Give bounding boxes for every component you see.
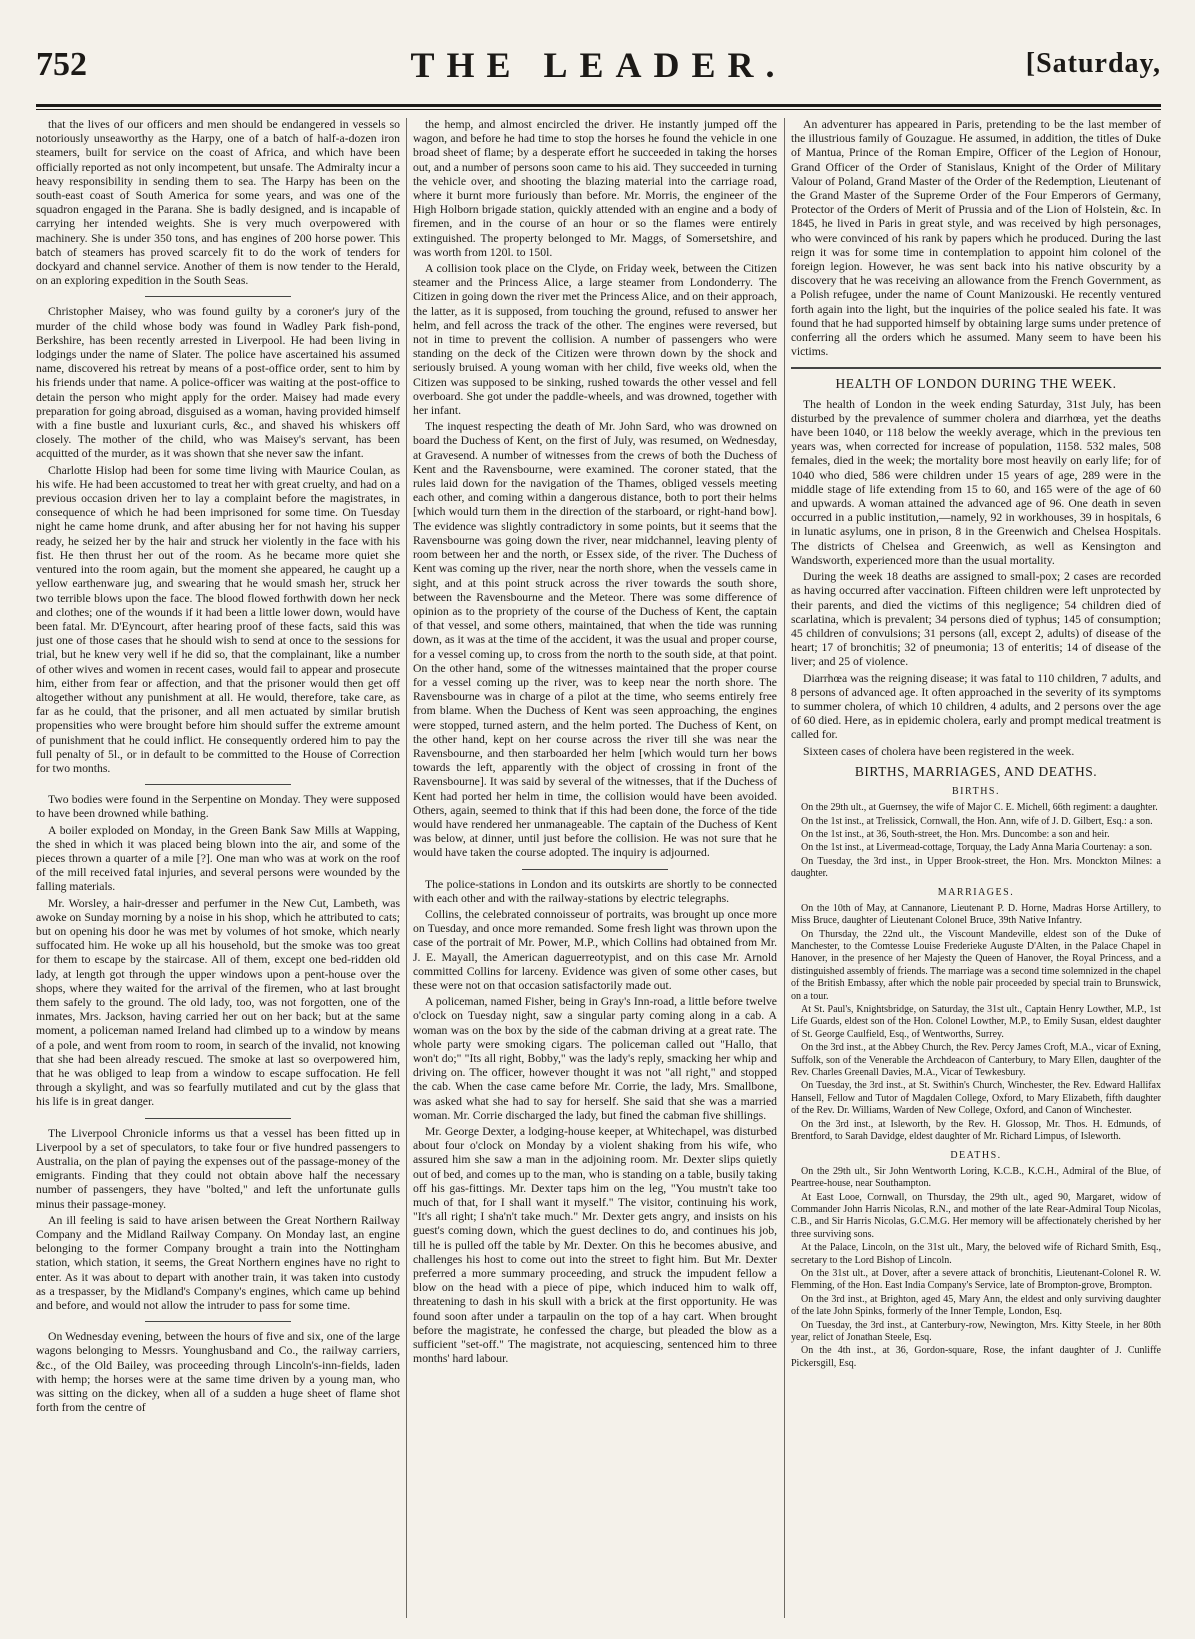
death-notice: On the 3rd inst., at Brighton, aged 45, Mary Ann, the eldest and only surviving daughter of the late John Spinks, formerly of the Inner Temple, London, Esq. [791, 1293, 1161, 1318]
section-rule [791, 367, 1161, 369]
page-number: 752 [36, 46, 87, 83]
death-notice: At East Looe, Cornwall, on Thursday, the 29th ult., aged 90, Margaret, widow of Commander John Harris Nicolas, R.N., and mother of the late Rear-Admiral Toup Nicolas, C.B., and Sir Harris Nicolas, G.C.M.G. Her memory will be affectionately cherished by her three surviving sons. [791, 1191, 1161, 1240]
article-paragraph: the hemp, and almost encircled the driver. He instantly jumped off the wagon, and before he had time to stop the horses he found the vehicle in one broad sheet of flame; by a desperate effort he succeeded in taking the horses out, and a number of persons soon came to his aid. They succeeded in turning the vehicle over, and shooting the blazing material into the carriage road, where it burnt more furiously than before. Mr. Morris, the engineer of the High Holborn brigade station, quickly attended with an engine and a body of firemen, and in the course of an hour or so the flames were entirely extinguished. The property belonged to Mr. Maggs, of Somersetshire, and was worth from 120l. to 150l. [413, 118, 777, 259]
column-right [791, 118, 1161, 1618]
article-paragraph: On Wednesday evening, between the hours of five and six, one of the large wagons belonging to Messrs. Younghusband and Co., the railway carriers, &c., of the Old Bailey, was proceeding through Lincoln's-inn-fields, laden with hemp; the horses were at the same time driven by a young man, who was sitting on the dickey, when all of a sudden a huge sheet of flame shot forth from the centre of [36, 1330, 400, 1415]
article-paragraph: The Liverpool Chronicle informs us that a vessel has been fitted up in Liverpool by a set of speculators, to take four or five hundred passengers to Australia, on the plan of paying the expenses out of the passage-money of the emigrants. Finding that they could not obtain above half the necessary number of passengers, they have "bolted," and left the unfortunate gulls minus their passage-money. [36, 1126, 400, 1211]
separator [145, 784, 291, 785]
article-paragraph: The inquest respecting the death of Mr. John Sard, who was drowned on board the Duchess of Kent, on the first of July, was resumed, on Wednesday, at Gravesend. A number of witnesses from the crews of both the Duchess of Kent and the Ravensbourne, were examined. The coroner stated, that the rules laid down for the navigation of the Thames, obliged vessels meeting each other, and coming within a dangerous distance, both to port their helms [which would turn them in the direction of the starboard, or right-hand bow]. The evidence was slightly contradictory in some points, but it seems that the Ravensbourne was going down the river, near midchannel, leaving plenty of room between her and the north, or Essex side, of the river. The Duchess of Kent was coming up the river, near the north shore, when the vessels came in sight, and at this point struck across the river towards the south shore, between the Ravensbourne and the Meteor. There was some difference of opinion as to the propriety of the course of the Duchess of Kent, the captain of that vessel, and some others, maintained, that when the tide was running down, as it was at the time of the accident, it was the usual and proper course, for a vessel coming up, to cross from the north to the south side, at that point. On the other hand, some of the witnesses maintained that the proper course for a vessel coming up the river, was to keep near the north shore. The Ravensbourne was in charge of a pilot at the time, who seems entirely free from blame. When the Duchess of Kent was seen approaching, the engines were stopped, turned astern, and the helm ported. The Duchess of Kent, on the other hand, kept on her course across the river till she was near the Ravensbourne, and then starboarded her helm [which would turn her bows towards the left, apparently with the object of crossing in front of the Ravensbourne]. It was said by several of the witnesses, that if the Duchess of Kent had ported her helm in time, the collision would have been avoided. Others, again, seemed to think that if this had been done, the force of the tide would have rendered her unmanageable. The captain of the Duchess of Kent was below, at dinner, until just before the collision. He was not sure that he would have taken the course adopted. The inquiry is adjourned. [413, 420, 777, 860]
page-header [36, 40, 1161, 96]
death-notice: On the 29th ult., Sir John Wentworth Loring, K.C.B., K.C.H., Admiral of the Blue, of Peartree-house, near Southampton. [791, 1165, 1161, 1190]
separator [145, 1321, 291, 1322]
deaths-heading: DEATHS. [950, 1149, 1002, 1161]
date-label: [Saturday, [1025, 48, 1161, 79]
death-notice: On the 31st ult., at Dover, after a severe attack of bronchitis, Lieutenant-Colonel R. W. Flemming, of the Hon. East India Company's Service, late of Brompton-grove, Brompton. [791, 1267, 1161, 1292]
article-paragraph: During the week 18 deaths are assigned to small-pox; 2 cases are recorded as having occurred after vaccination. Fifteen children were left unprotected by their parents, and died the victims of this negligence; 54 children died of scarlatina, which is prevalent; 34 persons died of typhus; 145 of consumption; 45 children of convulsions; 31 persons (all, except 2, adults) of disease of the heart; 17 of bronchitis; 32 of pneumonia; 13 of enteritis; 14 of disease of the liver; and 25 of violence. [791, 570, 1161, 669]
births-marriages-deaths-heading: BIRTHS, MARRIAGES, AND DEATHS. [854, 763, 1098, 779]
article-paragraph: A collision took place on the Clyde, on Friday week, between the Citizen steamer and the Princess Alice, a large steamer from Londonderry. The Citizen in going down the river met the Princess Alice, and on their approach, the latter, as it is supposed, from touching the ground, refused to answer her helm, and fell across the track of the other. The engines were reversed, but not in time to prevent the collision. A number of passengers who were standing on the deck of the Citizen were thrown down by the shock and seriously bruised. A young woman with her child, five weeks old, when the Citizen was supposed to be sinking, rushed towards the other vessel and fell overboard. She got under the paddle-wheels, and was drowned, together with her infant. [413, 262, 777, 418]
marriage-notice: On Tuesday, the 3rd inst., at St. Swithin's Church, Winchester, the Rev. Edward Hallifax Hansell, Fellow and Tutor of Magdalen College, Oxford, to Mary Elizabeth, fifth daughter of the Rev. Dr. Williams, Warden of New College, Oxford, and Canon of Winchester. [791, 1080, 1161, 1117]
marriage-notice: On the 3rd inst., at Isleworth, by the Rev. H. Glossop, Mr. Thos. H. Edmunds, of Brentford, to Sarah Davidge, eldest daughter of Mr. Richard Limpus, of Isleworth. [791, 1118, 1161, 1143]
birth-notice: On the 1st inst., at Livermead-cottage, Torquay, the Lady Anna Maria Courtenay: a son. [801, 842, 1153, 854]
marriage-notice: On the 10th of May, at Cannanore, Lieutenant P. D. Horne, Madras Horse Artillery, to Miss Bruce, daughter of Lieutenant Colonel Bruce, 39th Native Infantry. [791, 902, 1161, 927]
birth-notice: On Tuesday, the 3rd inst., in Upper Brook-street, the Hon. Mrs. Monckton Milnes: a daughter. [791, 855, 1161, 880]
article-paragraph: An adventurer has appeared in Paris, pretending to be the last member of the illustrious family of Gouzague. He assumed, in addition, the titles of Duke of Mantua, Prince of the Roman Empire, Officer of the Legion of Honour, Grand Officer of the Order of Stanislaus, Knight of the Order of Military Valour of Poland, Grand Master of the Order of the Redemption, Lieutenant of the Grand Master of the Supreme Order of the Four Emperors of Germany, Protector of the Orders of Merit of Prussia and of the Lion of Holstein, &c. In 1845, he lived in Paris in great style, and was received by high personages, who were convinced of his rank by papers which he produced. During the last reign it was for some time in contemplation to appoint him colonel of the foreign legion. However, he was sent back into his native obscurity by a discovery that he was receiving an allowance from the French Government, as a Polish refugee, under the name of Count Manizouski. He recently ventured forth again into the light, but the inquiries of the police sealed his fate. It was found that he had supported himself by obtaining large sums under pretence of conferring all the orders which he assumed. Many seem to have been his victims. [791, 118, 1161, 359]
article-paragraph: An ill feeling is said to have arisen between the Great Northern Railway Company and the Midland Railway Company. On Monday last, an engine belonging to the former Company brought a train into the Nottingham station, which station, it seems, the Great Northern engines have no right to enter. As it was about to depart with another train, it was taken into custody as a trespasser, by the Midland's Company's engines, which came up behind and before, and would not allow the intruder to pass for some time. [36, 1213, 400, 1313]
article-paragraph: Mr. Worsley, a hair-dresser and perfumer in the New Cut, Lambeth, was awoke on Sunday morning by a noise in his shop, which he attributed to cats; but on opening his door he was met by volumes of hot smoke, which nearly suffocated him. He woke up all his household, but the smoke was too great for them to escape by the staircase. All of them, except one bed-ridden old lady, at length got through the upper windows upon a pent-house over the shops, where they waited for the arrival of the firemen, who at last brought them safely to the ground. The old lady, too, was not forgotten, one of the inmates, Mrs. Jackson, having carried her out on her back; but at the same moment, a policeman named Ireland had climbed up to a window by means of a pole, and went from room to room, in search of the invalid, not knowing that she had been already rescued. The smoke at last so overpowered him, that he was obliged to leap from a window to escape suffocation. He fell through a skylight, and was so fearfully mutilated and cut by the glass that his life is in great danger. [36, 896, 400, 1109]
article-paragraph: Christopher Maisey, who was found guilty by a coroner's jury of the murder of the child whose body was found in Wadley Park fish-pond, Berkshire, has been recently arrested in Liverpool. He had been living in lodgings under the name of Slater. The police have ascertained his assumed name, discovered his retreat by means of a post-office order, sent to him by his friends under that name. A police-officer was waiting at the post-office to detain the person who might apply for the order. Maisey had made every preparation for going abroad, disguised as a woman, having provided himself with a fine bustle and luxuriant curls, &c., and shaved his whiskers off closely. The mother of the child, who was Maisey's servant, has been acquitted of the murder, as it was shown that she never saw the infant. [36, 305, 400, 461]
article-paragraph: that the lives of our officers and men should be endangered in vessels so notoriously unseaworthy as the Harpy, one of a batch of half-a-dozen iron steamers, built for service on the coast of Africa, and which have been officially reported as not only incompetent, but unsafe. The Admiralty incur a heavy responsibility in sending them to sea. The Harpy has been on the south-east coast of South America for some years, and was one of the squadron engaged in the Parana. She is badly designed, and is incapable of carrying her intended weights. She is very much overpowered with machinery. She is under 350 tons, and has engines of 200 horse power. This batch of steamers has proved scarcely fit to do the work of tenders for dockyard and channel service. Another of them is now tender to the Herald, on an exploring expedition in the South Seas. [36, 118, 400, 288]
article-paragraph: Mr. George Dexter, a lodging-house keeper, at Whitechapel, was disturbed about four o'clock on Monday by a violent shaking from his wife, who assured him she saw a man in the adjoining room. Mr. Dexter slips quietly out of bed, and comes up to the man, who is standing on a table, busily taking off his gas-fittings. Mr. Dexter taps him on the leg, "You mustn't take too much of that, for I shall want it myself." The visitor, continuing his work, "It's all right; I sha'n't take much." Mr. Dexter gets angry, and insists on his guest's coming down, which the guest declines to do, and continues his job, till he is pulled off the table by Mr. Dexter. On this he becomes abusive, and challenges his host to come out into the street to fight him. But Mr. Dexter preferred a more summary proceeding, and struck the impudent fellow a blow on the head with a piece of pipe, which induced him to walk off, threatening to dash in his skull with a brick at the first opportunity. He was found soon after under a tarpaulin on the top of a hay cart. When brought before the magistrate, he confessed the charge, but pleaded the blow as a sufficient "set-off." The magistrate, not acquiescing, sentenced him to three months' hard labour. [413, 1125, 777, 1366]
marriages-heading: MARRIAGES. [937, 886, 1015, 898]
article-paragraph: Diarrhœa was the reigning disease; it was fatal to 110 children, 7 adults, and 8 persons of advanced age. It often approached in the severity of its symptoms to summer cholera, of which 10 children, 4 adults, and 2 persons over the age of 60 died. Here, as in epidemic cholera, early and prompt medical treatment is called for. [791, 671, 1161, 742]
births-heading: BIRTHS. [952, 785, 1000, 797]
column-middle [413, 118, 777, 1618]
article-paragraph: A boiler exploded on Monday, in the Green Bank Saw Mills at Wapping, the shed in which it was placed being blown into the air, and some of the pieces thrown a quarter of a mile [?]. One man who was at work on the roof of the mill received fatal injuries, and several persons were wounded by the falling materials. [36, 823, 400, 894]
column-divider [784, 118, 785, 1618]
column-divider [406, 118, 407, 1618]
article-paragraph: The health of London in the week ending Saturday, 31st July, has been disturbed by the prevalence of summer cholera and diarrhœa, yet the deaths have been 1040, or 118 below the weekly average, which in the previous ten years was, when corrected for increase of population, 1158. 532 males, 508 females, died in the week; the mortality bore most heavily on early life; for of 1040 who died, 586 were children under 15 years of age, 289 were in the middle stage of life extending from 15 to 60, and 165 were of the age of 60 and upwards. A woman attained the advanced age of 96. One death in seven occurred in a public institution,—namely, 92 in workhouses, 39 in hospitals, 6 in lunatic asylums, one in prison, 8 in the Greenwich and Chelsea Hospitals. The districts of Chelsea and Greenwich, as well as Kensington and Wandsworth, experienced more than the usual mortality. [791, 397, 1161, 567]
death-notice: On Tuesday, the 3rd inst., at Canterbury-row, Newington, Mrs. Kitty Steele, in her 80th year, relict of Jonathan Steele, Esq. [791, 1319, 1161, 1343]
birth-notice: On the 1st inst., at 36, South-street, the Hon. Mrs. Duncombe: a son and heir. [801, 828, 1110, 840]
separator [522, 869, 668, 870]
article-paragraph: A policeman, named Fisher, being in Gray's Inn-road, a little before twelve o'clock on Tuesday night, saw a singular party coming along in a cab. A woman was on the box by the side of the cabman driving at a great rate. The whole party were smoking cigars. The policeman called out "Hallo, that won't do;" "Its all right, Bobby," was the lady's reply, smacking her whip and driving on. The officer, however thought it was not "all right," and stopped the cab. When the case came before Mr. Corrie, the lady, Mrs. Smallbone, was asked what she had to say for herself. She said that she was a married woman. Mr. Corrie discharged the lady, but fined the cabman five shillings. [413, 995, 777, 1122]
death-notice: On the 4th inst., at 36, Gordon-square, Rose, the infant daughter of J. Cunliffe Pickersgill, Esq. [791, 1345, 1161, 1369]
marriage-notice: At St. Paul's, Knightsbridge, on Saturday, the 31st ult., Captain Henry Lowther, M.P., 1st Life Guards, eldest son of the Hon. Colonel Lowther, M.P., to Emily Susan, eldest daughter of St. George Caulfield, Esq., of Wentworths, Surrey. [791, 1004, 1161, 1040]
header-rule-thin [36, 109, 1161, 110]
separator [145, 1118, 291, 1119]
marriage-notice: On Thursday, the 22nd ult., the Viscount Mandeville, eldest son of the Duke of Manchester, to the Comtesse Louise Frederieke Auguste D'Alten, in the Palace Chapel in Hanover, in the presence of her Majesty the Queen of Hanover, the Royal Princess, and a distinguished assembly of friends. The marriage was a second time solemnized in the chapel of the British Embassy, after which the noble pair proceeded by special train to Brunswick, on a tour. [791, 928, 1161, 1002]
death-notice: At the Palace, Lincoln, on the 31st ult., Mary, the beloved wife of Richard Smith, Esq., secretary to the Lord Bishop of Lincoln. [791, 1242, 1161, 1266]
article-paragraph: Collins, the celebrated connoisseur of portraits, was brought up once more on Tuesday, and once more remanded. Some fresh light was thrown upon the case of the portrait of Mr. Power, M.P., which Collins had obtained from Mr. J. E. Mayall, the American daguerreotypist, and on this case Mr. Arnold committed Collins for larceny. Evidence was given of some other cases, but these were not on that occasion satisfactorily made out. [413, 907, 777, 992]
marriage-notice: On the 3rd inst., at the Abbey Church, the Rev. Percy James Croft, M.A., vicar of Exning, Suffolk, son of the Venerable the Archdeacon of Canterbury, to Mary Ellen, daughter of the Rev. Charles Greenall Davies, M.A., Vicar of Tewkesbury. [791, 1042, 1161, 1079]
newspaper-title: THE LEADER. [410, 45, 787, 85]
header-rule [36, 104, 1161, 107]
article-paragraph: Charlotte Hislop had been for some time living with Maurice Coulan, as his wife. He had been accustomed to treat her with great cruelty, and had on a previous occasion driven her to lay a complaint before the magistrates, in consequence of which he had been imprisoned for some time. On Tuesday night he came home drunk, and after abusing her for not having his supper ready, he seized her by the hair and struck her violently in the face with his fist. He then thrust her out of the room. As he became more quiet she ventured into the room again, but the moment she appeared, he caught up a yellow earthenware jug, and swearing that he would smash her, struck her two terrible blows upon the face. The blood flowed forthwith down her neck and clothes; one of the wounds if it had been a little lower down, would have been fatal. Mr. D'Eyncourt, after hearing proof of these facts, said this was just one of those cases that he should wish to send at once to the sessions for trial, but he knew very well if he did so, that the complainant, like a number of other wives and women in recent cases, would fail to appear and prosecute him, either from fear or affection, and that the prisoner would then get off altogether without any punishment at all. He would, therefore, take care, as far as he could, that the prisoner, and all men actuated by similar brutish propensities who were brought before him should suffer the extreme amount of punishment that he could inflict. He consequently ordered him to pay the full penalty of 5l., or in default to be committed to the House of Correction for two months. [36, 463, 400, 775]
health-of-london-heading: HEALTH OF LONDON DURING THE WEEK. [835, 376, 1117, 392]
article-paragraph: Sixteen cases of cholera have been registered in the week. [803, 744, 1075, 758]
birth-notice: On the 1st inst., at Trelissick, Cornwall, the Hon. Ann, wife of J. D. Gilbert, Esq.: a son. [801, 815, 1153, 827]
column-left [36, 118, 400, 1618]
birth-notice: On the 29th ult., at Guernsey, the wife of Major C. E. Michell, 66th regiment: a daughter. [801, 802, 1158, 814]
article-paragraph: Two bodies were found in the Serpentine on Monday. They were supposed to have been drowned while bathing. [36, 793, 400, 821]
separator [145, 296, 291, 297]
article-paragraph: The police-stations in London and its outskirts are shortly to be connected with each other and with the railway-stations by electric telegraphs. [413, 877, 777, 905]
